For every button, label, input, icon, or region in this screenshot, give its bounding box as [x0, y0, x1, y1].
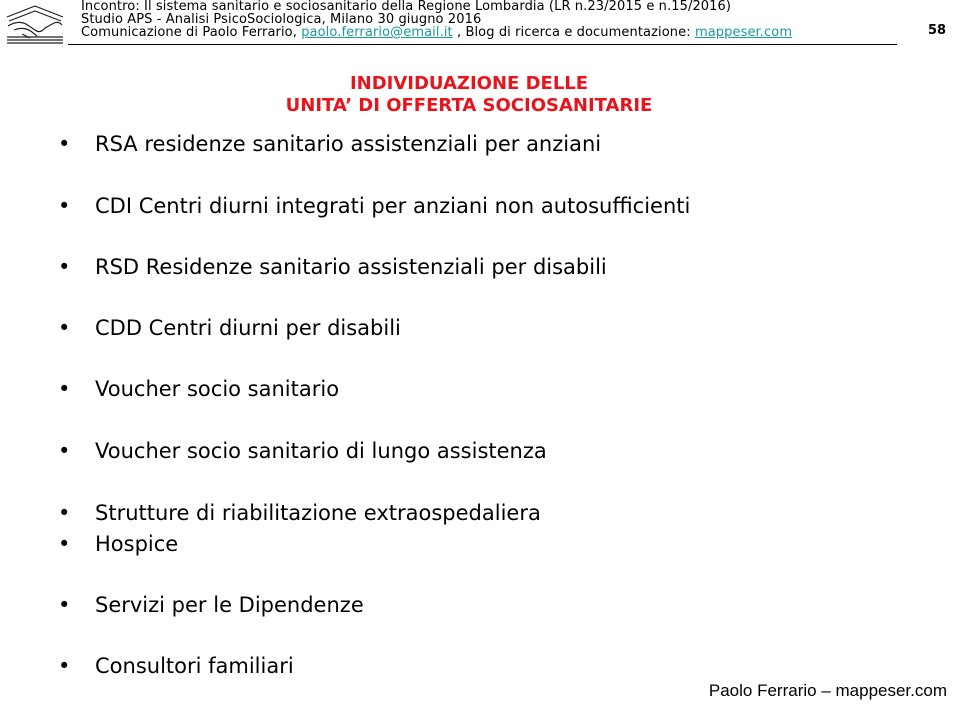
header-studio-line: Studio APS - Analisi PsicoSociologica, Milano 30 giugno 2016 [81, 12, 482, 27]
bullet-icon: • [58, 439, 71, 463]
slide-title-line-2: UNITA’ DI OFFERTA SOCIOSANITARIE [285, 95, 653, 116]
slide-header [81, 0, 901, 39]
header-contact-prefix: Comunicazione di Paolo Ferrario, [81, 25, 302, 40]
list-item-text: RSD Residenze sanitario assistenziali per disabili [95, 255, 607, 279]
header-event-line: Incontro: Il sistema sanitario e sociosanitario della Regione Lombardia (LR n.23/2015 e n.15/2016) [81, 0, 732, 14]
bullet-icon: • [58, 501, 71, 525]
list-item-text: RSA residenze sanitario assistenziali per anziani [95, 132, 602, 156]
bullet-icon: • [58, 377, 71, 401]
slide-title-line-1: INDIVIDUAZIONE DELLE [349, 73, 589, 94]
bullet-icon: • [58, 654, 71, 678]
header-contact-line [81, 26, 901, 39]
blog-link[interactable]: mappeser.com [694, 25, 793, 40]
page-number: 58 [928, 23, 947, 38]
bullet-icon: • [58, 255, 71, 279]
header-divider [68, 44, 897, 45]
list-item-text: Consultori familiari [95, 654, 294, 678]
bullet-icon: • [58, 194, 71, 218]
bullet-icon: • [58, 593, 71, 617]
handshake-logo-icon [4, 4, 66, 44]
bullet-icon: • [58, 532, 71, 556]
list-item-text: Voucher socio sanitario di lungo assistenza [95, 439, 547, 463]
list-item-text: CDD Centri diurni per disabili [95, 316, 401, 340]
slide-title [0, 73, 938, 117]
header-contact-middle: , Blog di ricerca e documentazione: [452, 25, 695, 40]
list-item-text: Strutture di riabilitazione extraospedaliera [95, 501, 541, 525]
list-item-text: Voucher socio sanitario [95, 377, 340, 401]
list-item-text: CDI Centri diurni integrati per anziani non autosufficienti [95, 194, 691, 218]
list-item-text: Servizi per le Dipendenze [95, 593, 364, 617]
bullet-icon: • [58, 316, 71, 340]
email-link[interactable]: paolo.ferrario@email.it [301, 25, 453, 40]
footer-credit: Paolo Ferrario – mappeser.com [708, 681, 947, 700]
list-item-text: Hospice [95, 532, 179, 556]
bullet-icon: • [58, 132, 71, 156]
